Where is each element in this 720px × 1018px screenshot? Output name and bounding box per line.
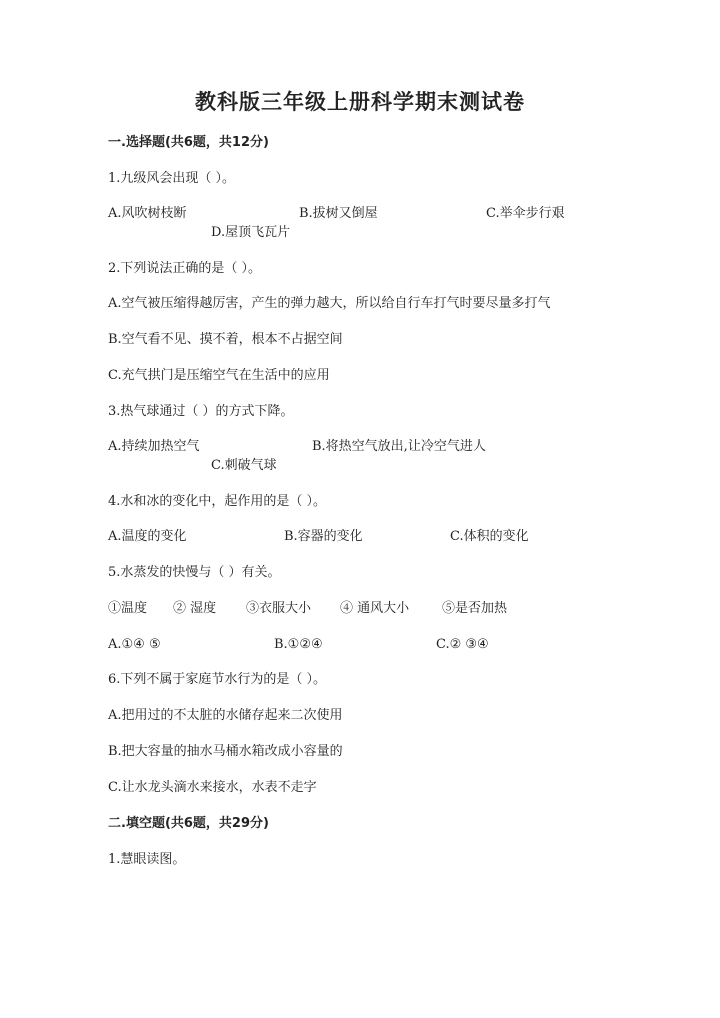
question-1-option-d: D.屋顶飞瓦片 (211, 225, 291, 240)
question-6-stem: 6.下列不属于家庭节水行为的是（ ）。 (108, 672, 327, 687)
question-2-stem: 2.下列说法正确的是（ ）。 (108, 261, 262, 276)
question-5-option-a: A.①④ ⑤ (108, 637, 161, 652)
question-1-option-c: C.举伞步行艰 (486, 206, 565, 221)
question-1-option-a: A.风吹树枝断 (108, 206, 187, 221)
question-1-stem: 1.九级风会出现（ ）。 (108, 171, 236, 186)
section-2-heading: 二.填空题(共6题，共29分) (108, 816, 269, 831)
section-2-question-1-stem: 1.慧眼读图。 (108, 852, 186, 867)
question-5-factor-4: ④ 通风大小 (340, 601, 410, 616)
question-3-option-a: A.持续加热空气 (108, 439, 200, 454)
question-3-option-c: C.刺破气球 (211, 458, 277, 473)
page-title: 教科版三年级上册科学期末测试卷 (195, 90, 525, 114)
question-1-option-b: B.拔树又倒屋 (299, 206, 378, 221)
question-5-option-b: B.①②④ (274, 637, 323, 652)
question-5-stem: 5.水蒸发的快慢与（ ）有关。 (108, 565, 281, 580)
question-5-factor-2: ② 湿度 (173, 601, 217, 616)
question-5-factor-5: ⑤是否加热 (442, 601, 508, 616)
question-4-option-b: B.容器的变化 (284, 529, 363, 544)
question-2-option-a: A.空气被压缩得越厉害，产生的弹力越大，所以给自行车打气时要尽量多打气 (108, 296, 551, 311)
question-5-factor-1: ①温度 (108, 601, 148, 616)
question-3-stem: 3.热气球通过（ ）的方式下降。 (108, 404, 294, 419)
question-4-stem: 4.水和冰的变化中，起作用的是（ ）。 (108, 494, 327, 509)
section-1-heading: 一.选择题(共6题，共12分) (108, 135, 269, 150)
question-5-option-c: C.② ③④ (436, 637, 489, 652)
question-5-factor-3: ③衣服大小 (246, 601, 312, 616)
question-6-option-b: B.把大容量的抽水马桶水箱改成小容量的 (108, 744, 343, 759)
question-2-option-b: B.空气看不见、摸不着，根本不占据空间 (108, 332, 343, 347)
question-4-option-c: C.体积的变化 (450, 529, 529, 544)
question-6-option-c: C.让水龙头滴水来接水，水表不走字 (108, 780, 317, 795)
question-2-option-c: C.充气拱门是压缩空气在生活中的应用 (108, 368, 330, 383)
question-6-option-a: A.把用过的不太脏的水储存起来二次使用 (108, 708, 343, 723)
question-3-option-b: B.将热空气放出,让冷空气进人 (312, 439, 486, 454)
question-4-option-a: A.温度的变化 (108, 529, 187, 544)
